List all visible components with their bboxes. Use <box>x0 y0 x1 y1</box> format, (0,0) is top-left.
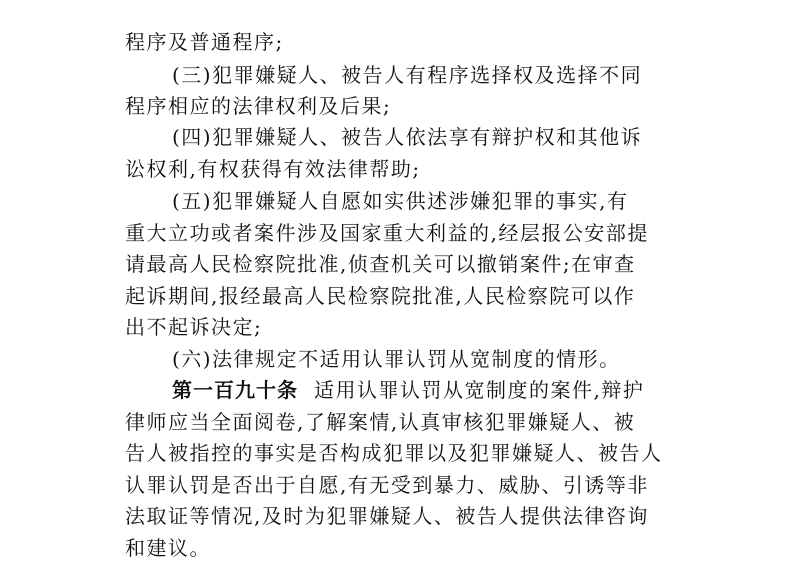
text-line: (五)犯罪嫌疑人自愿如实供述涉嫌犯罪的事实,有 <box>172 189 629 213</box>
text-line: (六)法律规定不适用认罪认罚从宽制度的情形。 <box>172 347 621 371</box>
text-line: 认罪认罚是否出于自愿,有无受到暴力、威胁、引诱等非 <box>125 473 649 497</box>
article-text: 适用认罪认罚从宽制度的案件,辩护 <box>314 378 645 402</box>
article-heading: 第一百九十条 <box>172 378 298 402</box>
text-line: 程序及普通程序; <box>125 30 284 54</box>
text-line: 程序相应的法律权利及后果; <box>125 94 392 118</box>
text-line: 起诉期间,报经最高人民检察院批准,人民检察院可以作 <box>125 284 636 308</box>
text-line: 律师应当全面阅卷,了解案情,认真审核犯罪嫌疑人、被 <box>125 410 636 434</box>
text-line: 和建议。 <box>125 536 211 560</box>
text-line: 请最高人民检察院批准,侦查机关可以撤销案件;在审查 <box>125 252 636 276</box>
text-line: (三)犯罪嫌疑人、被告人有程序选择权及选择不同 <box>172 63 643 87</box>
text-line: 出不起诉决定; <box>125 315 263 339</box>
text-line: 法取证等情况,及时为犯罪嫌疑人、被告人提供法律咨询 <box>125 504 649 528</box>
text-line: 讼权利,有权获得有效法律帮助; <box>125 157 421 181</box>
text-line: (四)犯罪嫌疑人、被告人依法享有辩护权和其他诉 <box>172 125 643 149</box>
article-first-line <box>172 374 685 406</box>
text-line: 重大立功或者案件涉及国家重大利益的,经层报公安部提 <box>125 221 649 245</box>
text-line: 告人被指控的事实是否构成犯罪以及犯罪嫌疑人、被告人 <box>125 441 663 465</box>
